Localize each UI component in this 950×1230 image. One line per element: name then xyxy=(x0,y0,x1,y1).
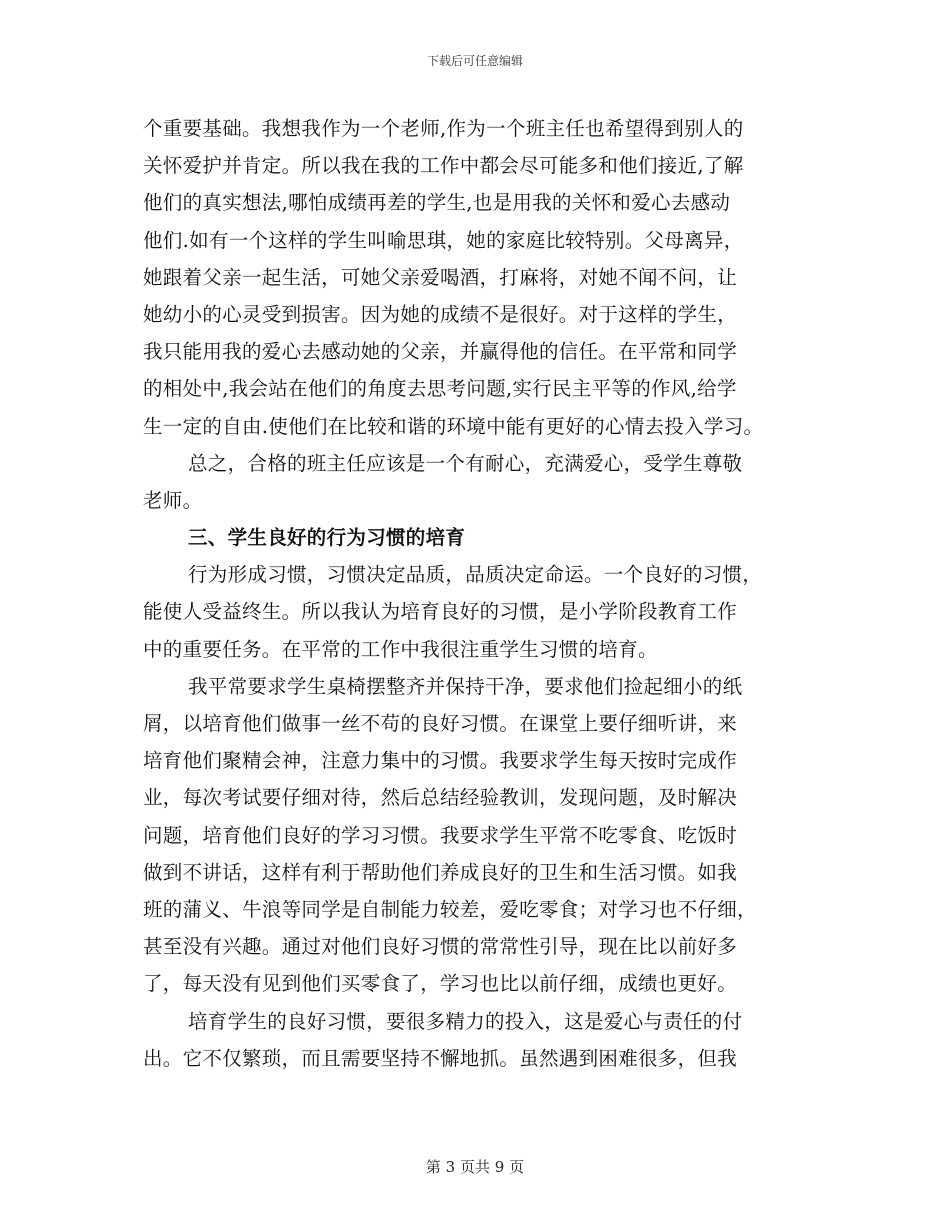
text-line: 她跟着父亲一起生活，可她父亲爱喝酒，打麻将，对她不闻不问，让 xyxy=(143,265,738,289)
page-number: 第 3 页共 9 页 xyxy=(425,1158,525,1176)
text-line: 业，每次考试要仔细对待，然后总结经验教训，发现问题，及时解决 xyxy=(143,786,738,810)
text-line: 生一定的自由.使他们在比较和谐的环境中能有更好的心情去投入学习。 xyxy=(143,414,764,438)
text-line: 做到不讲话，这样有利于帮助他们养成良好的卫生和生活习惯。如我 xyxy=(143,860,738,884)
page-header: 下载后可任意编辑 xyxy=(426,54,523,68)
text-line: 的相处中,我会站在他们的角度去思考问题,实行民主平等的作风,给学 xyxy=(143,377,737,401)
section-heading: 三、学生良好的行为习惯的培育 xyxy=(188,526,466,550)
text-line: 关怀爱护并肯定。所以我在我的工作中都会尽可能多和他们接近,了解 xyxy=(143,154,744,178)
text-line: 能使人受益终生。所以我认为培育良好的习惯，是小学阶段教育工作 xyxy=(143,600,738,624)
text-line: 培育他们聚精会神，注意力集中的习惯。我要求学生每天按时完成作 xyxy=(143,749,738,773)
text-line: 他们.如有一个这样的学生叫喻思琪，她的家庭比较特别。父母离异， xyxy=(143,228,744,252)
text-line: 总之，合格的班主任应该是一个有耐心，充满爱心，受学生尊敬 xyxy=(188,451,743,475)
document-body xyxy=(143,110,823,1077)
text-line: 老师。 xyxy=(143,488,203,512)
text-line: 屑，以培育他们做事一丝不苟的良好习惯。在课堂上要仔细听讲，来 xyxy=(143,712,738,735)
text-line: 行为形成习惯，习惯决定品质，品质决定命运。一个良好的习惯， xyxy=(188,563,763,587)
text-line: 我平常要求学生桌椅摆整齐并保持干净，要求他们捡起细小的纸 xyxy=(188,674,743,698)
text-line: 问题，培育他们良好的学习习惯。我要求学生平常不吃零食、吃饭时 xyxy=(143,823,738,847)
text-line: 她幼小的心灵受到损害。因为她的成绩不是很好。对于这样的学生， xyxy=(143,302,738,326)
text-line: 班的蒲义、牛浪等同学是自制能力较差，爱吃零食；对学习也不仔细， xyxy=(143,897,757,921)
text-line: 甚至没有兴趣。通过对他们良好习惯的常常性引导，现在比以前好多 xyxy=(143,935,738,959)
text-line: 个重要基础。我想我作为一个老师,作为一个班主任也希望得到别人的 xyxy=(143,117,744,140)
text-line: 培育学生的良好习惯，要很多精力的投入，这是爱心与责任的付 xyxy=(188,1009,743,1033)
text-line: 他们的真实想法,哪怕成绩再差的学生,也是用我的关怀和爱心去感动 xyxy=(143,191,731,215)
text-line: 出。它不仅繁琐，而且需要坚持不懈地抓。虽然遇到困难很多，但我 xyxy=(143,1046,738,1070)
text-line: 中的重要任务。在平常的工作中我很注重学生习惯的培育。 xyxy=(143,637,658,661)
text-line: 了，每天没有见到他们买零食了，学习也比以前仔细，成绩也更好。 xyxy=(143,972,738,996)
text-line: 我只能用我的爱心去感动她的父亲，并赢得他的信任。在平常和同学 xyxy=(143,340,738,364)
